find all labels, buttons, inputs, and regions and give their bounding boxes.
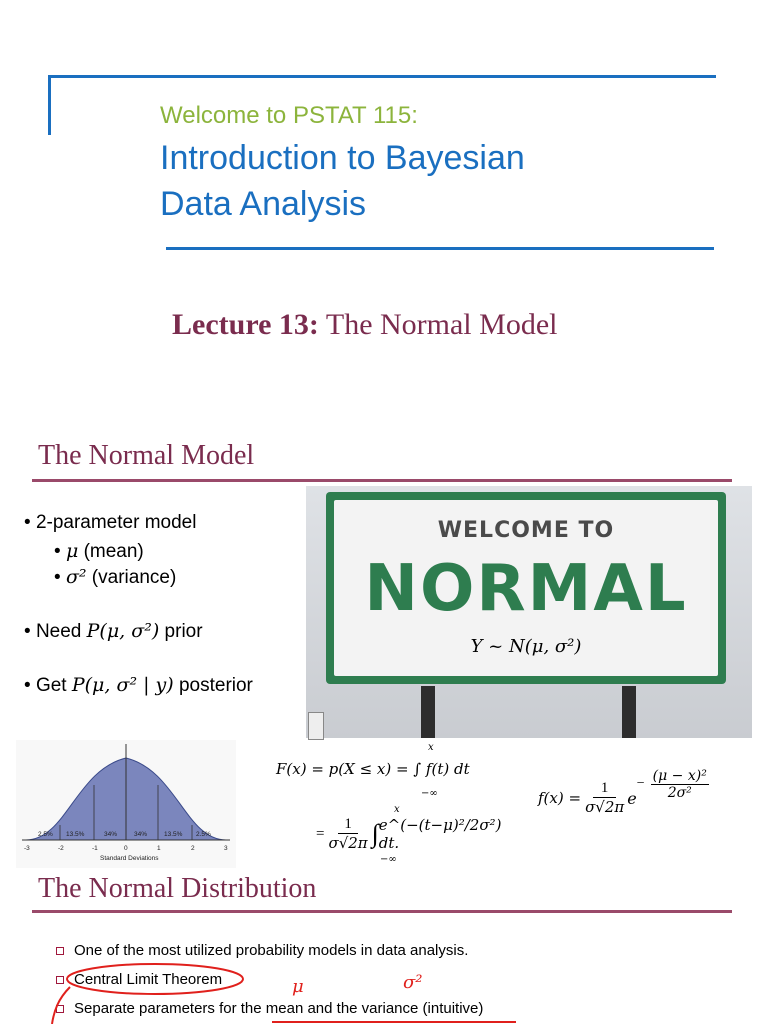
section-heading-normal-distribution: The Normal Distribution: [38, 873, 317, 904]
bullet-text: 2-parameter model: [35, 512, 197, 533]
bullet-prior: • Need P(μ, σ²) prior: [24, 620, 203, 642]
pct-label-3: 34%: [104, 831, 118, 838]
sign-top-text: WELCOME TO: [437, 518, 615, 543]
pdf-exp-den: 2σ²: [667, 784, 692, 801]
cdf-line1: F(x) = p(X ≤ x) = ∫ f(t) dt: [276, 760, 470, 778]
course-subtitle: Welcome to PSTAT 115:: [160, 102, 418, 129]
pdf-formula: [538, 767, 709, 816]
bullet-2-parameter: • 2-parameter model: [24, 512, 197, 533]
clt-arrow-annotation: [52, 987, 70, 1024]
square-bullet-icon: [56, 947, 64, 955]
sign-formula: Y ~ N(μ, σ²): [470, 636, 582, 657]
tick-label-6: 2: [191, 845, 195, 852]
red-annotations: [0, 955, 768, 1024]
pdf-exp-num: (μ − x)²: [652, 767, 707, 784]
cdf-line2: [316, 816, 526, 852]
pct-label-1: 2.5%: [38, 831, 53, 838]
cdf-lower-limit: −∞: [421, 788, 438, 799]
prior-math: P(μ, σ²): [86, 620, 160, 642]
bullet-mu: • μ (mean): [54, 540, 144, 562]
cdf-upper-limit: x: [428, 742, 434, 753]
mu-annotation: μ: [292, 976, 304, 997]
pdf-exp-frac: [651, 768, 709, 801]
pct-label-6: 2.5%: [196, 831, 211, 838]
sign-board: [326, 492, 726, 684]
tick-label-1: -3: [24, 845, 30, 852]
tick-label-5: 1: [157, 845, 161, 852]
mu-symbol: μ: [65, 540, 79, 562]
pdf-frac-den: σ√2π: [585, 798, 625, 816]
sign-post-left: [421, 686, 435, 738]
tick-label-4: 0: [124, 845, 128, 852]
sign-small-plate: [308, 712, 324, 740]
cdf-frac: [328, 816, 367, 852]
course-title-line2: Data Analysis: [160, 185, 366, 223]
tick-label-2: -2: [58, 845, 64, 852]
pdf-frac: [585, 780, 624, 816]
mu-text: (mean): [78, 541, 144, 562]
pdf-exp-minus: −: [636, 776, 645, 791]
list-item-text: Separate parameters for the mean and the variance (intuitive): [74, 1000, 484, 1017]
cdf-line2-lower: −∞: [380, 854, 397, 865]
cdf-formula: [276, 742, 526, 866]
pct-label-5: 13.5%: [164, 831, 183, 838]
pdf-e: e: [627, 788, 637, 808]
list-item-text: One of the most utilized probability models in data analysis.: [74, 942, 469, 959]
prior-pre: Need: [35, 621, 87, 642]
x-axis-label: Standard Deviations: [100, 855, 159, 862]
lecture-topic: The Normal Model: [318, 308, 558, 341]
bullet-sigma: • σ² (variance): [54, 566, 177, 588]
prior-post: prior: [159, 621, 203, 642]
cdf-line2-upper: x: [394, 804, 400, 815]
sigma-symbol: σ²: [65, 566, 87, 588]
top-rule: [48, 75, 716, 78]
cdf-exponential: e^(−(t−μ)²/2σ²) dt.: [378, 816, 502, 852]
heading-underline-2: [32, 910, 732, 913]
tick-label-7: 3: [224, 845, 228, 852]
bell-curve-chart: [16, 740, 236, 868]
section-heading-normal-model: The Normal Model: [38, 440, 255, 471]
pdf-lhs: f(x) =: [538, 789, 582, 807]
bell-curve-svg: [16, 740, 236, 868]
pct-label-4: 34%: [134, 831, 148, 838]
cdf-frac-num: 1: [338, 816, 358, 834]
welcome-sign-image: [306, 486, 752, 738]
left-rule: [48, 75, 51, 135]
posterior-pre: Get: [35, 675, 72, 696]
cdf-eq: =: [316, 825, 325, 842]
bullet-posterior: • Get P(μ, σ² | y) posterior: [24, 674, 253, 696]
lecture-title: [172, 308, 557, 342]
sigma-annotation: σ²: [403, 972, 423, 993]
list-item-text: Central Limit Theorem: [74, 971, 223, 988]
posterior-math: P(μ, σ² | y): [71, 674, 174, 696]
bottom-rule: [166, 247, 714, 250]
sign-big-text: NORMAL: [364, 552, 688, 626]
clt-circle-annotation: [67, 964, 243, 994]
sign-face: [334, 500, 718, 676]
pdf-frac-num: 1: [593, 780, 617, 798]
cdf-frac-den: σ√2π: [328, 834, 368, 852]
pct-label-2: 13.5%: [66, 831, 85, 838]
heading-underline: [32, 479, 732, 482]
sigma-text: (variance): [86, 567, 177, 588]
course-title-line1: Introduction to Bayesian: [160, 139, 525, 177]
posterior-post: posterior: [173, 675, 253, 696]
lecture-number: Lecture 13:: [172, 308, 319, 341]
tick-label-3: -1: [92, 845, 98, 852]
cdf-integral-sign: ∫: [371, 819, 379, 848]
sign-post-right: [622, 686, 636, 738]
pdf-exponent: [637, 768, 709, 801]
